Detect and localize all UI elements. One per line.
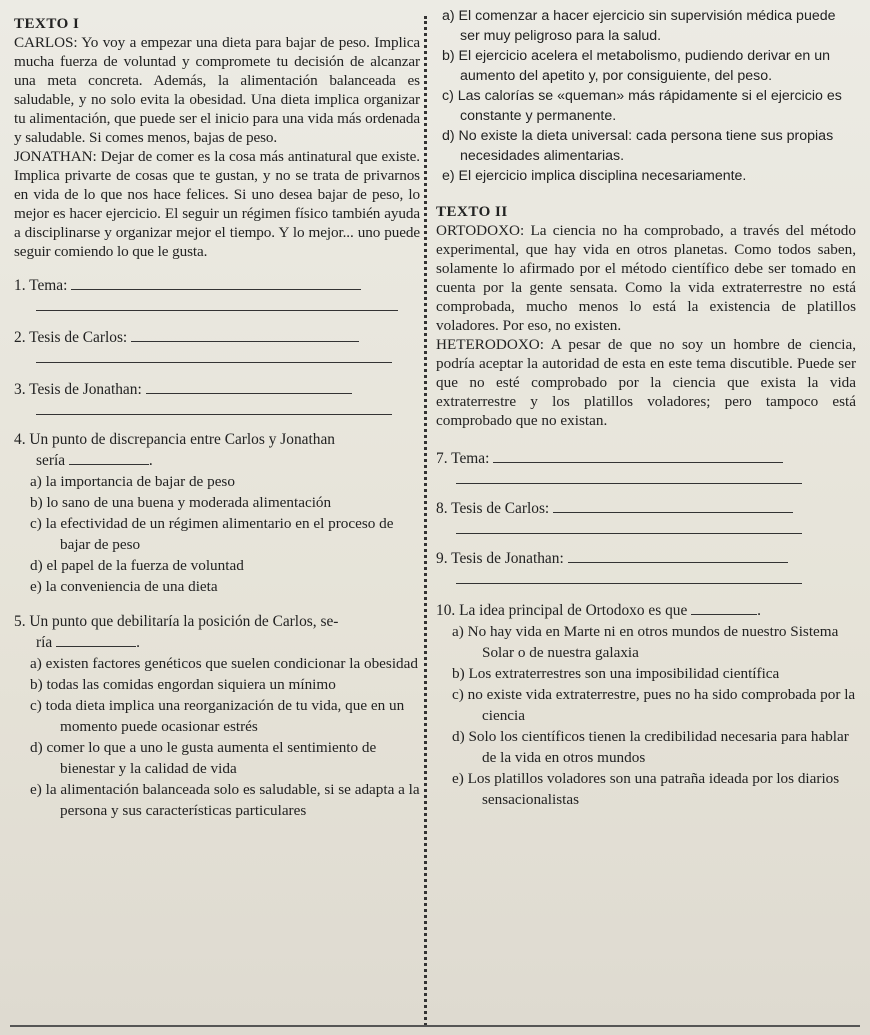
question-4-stem-a: 4. Un punto de discrepancia entre Carlos y Jonathan xyxy=(14,431,335,448)
question-8-label: 8. Tesis de Carlos: xyxy=(436,500,550,517)
ortodoxo-text: La ciencia no ha comprobado, a través del método experimental, que hay vida en otros planetas. Como todos saben, solamente lo afirmado por el método científico debe ser tomado en cuenta por la gente sensata. Como la vida extraterrestre no está comprobada, mucho menos lo está la existencia de platillos voladores. Por eso, no existen. xyxy=(436,222,856,334)
answer-blank-10[interactable] xyxy=(691,600,757,615)
carlos-paragraph xyxy=(14,33,420,147)
question-3 xyxy=(14,379,420,400)
prev-question-option-a[interactable]: a) El comenzar a hacer ejercicio sin supervisión médica puede ser muy peligroso para la salud. xyxy=(442,8,836,44)
question-5-option-a[interactable]: a) existen factores genéticos que suelen condicionar la obesidad xyxy=(30,655,418,672)
question-10-stem: 10. La idea principal de Ortodoxo es que . xyxy=(436,602,762,619)
question-2-label: 2. Tesis de Carlos: xyxy=(14,329,128,346)
question-9 xyxy=(436,548,856,569)
question-8 xyxy=(436,498,856,519)
heterodoxo-text: A pesar de que no soy un hombre de ciencia, podría aceptar la autoridad de esta en este tema discutible. Puede ser que no esté comprobado por la ciencia que exista la vida extraterrestre y los platillos voladores; pero tampoco está comprobado que no existan. xyxy=(436,336,856,429)
answer-blank-9[interactable] xyxy=(568,548,788,563)
question-4-stem xyxy=(14,429,420,450)
carlos-label: CARLOS: xyxy=(14,34,78,51)
page-bottom-rule xyxy=(10,1025,860,1027)
heterodoxo-paragraph xyxy=(436,335,856,430)
question-5-stem-b: ría . xyxy=(36,634,140,651)
texto-1-title: TEXTO I xyxy=(14,16,80,32)
question-7-label: 7. Tema: xyxy=(436,450,490,467)
left-column xyxy=(14,16,420,821)
answer-blank-4[interactable] xyxy=(69,450,149,465)
question-1-label: 1. Tema: xyxy=(14,277,68,294)
question-5-stem-a: 5. Un punto que debilitaría la posición de Carlos, se- xyxy=(14,613,339,630)
texto-2-title: TEXTO II xyxy=(436,204,508,220)
question-10-option-d[interactable]: d) Solo los científicos tienen la credibilidad necesaria para hablar de la vida en otros mundos xyxy=(452,728,849,766)
answer-blank-1[interactable] xyxy=(71,275,361,290)
question-4-stem-b: sería . xyxy=(36,452,153,469)
question-5-option-d[interactable]: d) comer lo que a uno le gusta aumenta el sentimiento de bienestar y la calidad de vida xyxy=(30,739,377,777)
question-10-label: 10. La idea principal de Ortodoxo es que xyxy=(436,602,688,619)
column-divider xyxy=(424,16,427,1026)
question-4-option-e[interactable]: e) la conveniencia de una dieta xyxy=(30,578,218,595)
jonathan-paragraph xyxy=(14,147,420,261)
carlos-text: Yo voy a empezar una dieta para bajar de peso. Implica mucha fuerza de voluntad y compromete tu decisión de alcanzar una meta concreta. Además, la alimentación balanceada es saludable, y no solo evita la obesidad. Una dieta implica organizar tu alimentación, que puede ser el inicio para una vida más ordenada y saludable. Si comes menos, bajas de peso. xyxy=(14,34,420,146)
answer-blank-8[interactable] xyxy=(553,498,793,513)
question-10-option-e[interactable]: e) Los platillos voladores son una patraña ideada por los diarios sensacionalistas xyxy=(452,770,840,808)
question-10-option-c[interactable]: c) no existe vida extraterrestre, pues no ha sido comprobada por la ciencia xyxy=(452,686,856,724)
ortodoxo-paragraph xyxy=(436,221,856,335)
question-5-option-b[interactable]: b) todas las comidas engordan siquiera un mínimo xyxy=(30,676,336,693)
answer-blank-2[interactable] xyxy=(131,327,359,342)
prev-question-option-c[interactable]: c) Las calorías se «queman» más rápidamente si el ejercicio es constante y permanente. xyxy=(442,88,842,124)
question-7 xyxy=(436,448,856,469)
question-10-option-b[interactable]: b) Los extraterrestres son una imposibilidad científica xyxy=(452,665,780,682)
question-5-option-c[interactable]: c) toda dieta implica una reorganización de tu vida, que en un momento puede ocasionar estrés xyxy=(30,697,405,735)
prev-question-option-d[interactable]: d) No existe la dieta universal: cada persona tiene sus propias necesidades alimentarias. xyxy=(442,128,834,164)
ortodoxo-label: ORTODOXO: xyxy=(436,222,525,239)
question-4-option-a[interactable]: a) la importancia de bajar de peso xyxy=(30,473,235,490)
question-5-option-e[interactable]: e) la alimentación balanceada solo es saludable, si se adapta a la persona y sus características particulares xyxy=(30,781,420,819)
question-2 xyxy=(14,327,420,348)
jonathan-text: Dejar de comer es la cosa más antinatural que existe. Implica privarte de cosas que te gustan, y no se trata de privarnos en vida de lo que nos hace felices. Si uno desea bajar de peso, lo mejor es hacer ejercicio. El seguir un régimen físico también ayuda a disciplinarse y organizar mejor el tiempo. Y lo mejor... uno puede seguir comiendo lo que le gusta. xyxy=(14,148,420,260)
question-9-label: 9. Tesis de Jonathan: xyxy=(436,550,564,567)
question-4-option-c[interactable]: c) la efectividad de un régimen alimentario en el proceso de bajar de peso xyxy=(30,515,394,553)
answer-blank-7[interactable] xyxy=(493,448,783,463)
prev-question-option-b[interactable]: b) El ejercicio acelera el metabolismo, pudiendo derivar en un aumento del apetito y, por consiguiente, del peso. xyxy=(442,48,831,84)
question-1 xyxy=(14,275,420,296)
question-10-option-a[interactable]: a) No hay vida en Marte ni en otros mundos de nuestro Sistema Solar o de nuestra galaxia xyxy=(452,623,839,661)
question-3-label: 3. Tesis de Jonathan: xyxy=(14,381,142,398)
answer-blank-5[interactable] xyxy=(56,632,136,647)
question-4-option-b[interactable]: b) lo sano de una buena y moderada alimentación xyxy=(30,494,332,511)
question-5-stem xyxy=(14,611,420,632)
question-4-option-d[interactable]: d) el papel de la fuerza de voluntad xyxy=(30,557,244,574)
answer-blank-3[interactable] xyxy=(146,379,352,394)
jonathan-label: JONATHAN: xyxy=(14,148,97,165)
prev-question-option-e[interactable]: e) El ejercicio implica disciplina necesariamente. xyxy=(442,168,747,184)
heterodoxo-label: HETERODOXO: xyxy=(436,336,544,353)
right-column xyxy=(436,6,856,810)
